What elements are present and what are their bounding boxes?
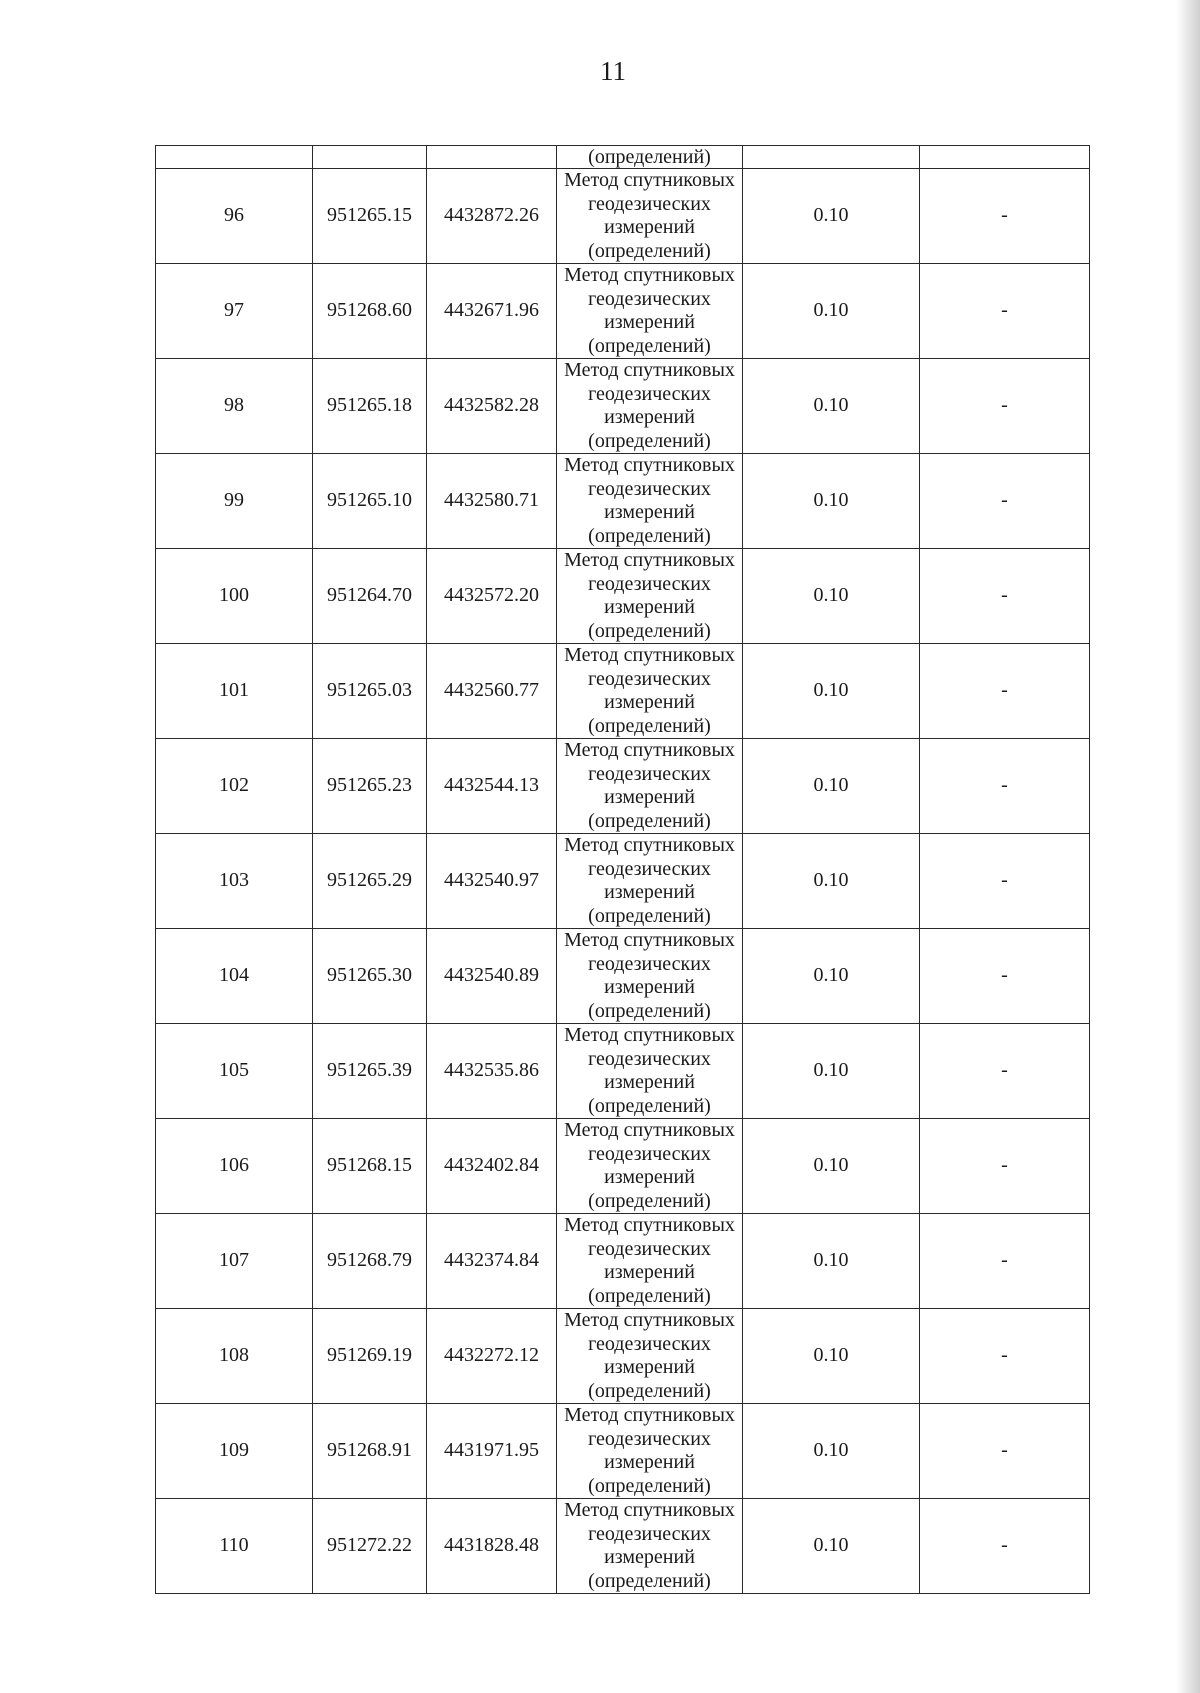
method-line: измерений (604, 691, 695, 713)
cell-accuracy: 0.10 (743, 1214, 920, 1309)
cell-note: - (920, 264, 1090, 359)
method-line: Метод спутниковых (564, 834, 735, 856)
method-line: геодезических (588, 1142, 711, 1165)
method-line: Метод спутниковых (564, 454, 735, 476)
page-edge-shadow (1176, 0, 1200, 1693)
cell-y (427, 146, 557, 169)
method-line: геодезических (588, 667, 711, 690)
cell-method (557, 1404, 743, 1499)
cell-accuracy: 0.10 (743, 834, 920, 929)
cell-num: 99 (156, 454, 313, 549)
method-line: измерений (604, 501, 695, 523)
method-line: геодезических (588, 1427, 711, 1450)
method-line: (определений) (588, 334, 711, 357)
table-row (156, 1119, 1090, 1214)
table-row-continued (156, 146, 1090, 169)
table-row (156, 359, 1090, 454)
method-line: Метод спутниковых (564, 1404, 735, 1426)
cell-accuracy: 0.10 (743, 929, 920, 1024)
cell-num: 96 (156, 169, 313, 264)
method-line: измерений (604, 881, 695, 903)
table-row (156, 1404, 1090, 1499)
method-line: геодезических (588, 287, 711, 310)
cell-method (557, 1309, 743, 1404)
method-line: Метод спутниковых (564, 739, 735, 761)
cell-accuracy (743, 146, 920, 169)
table-row (156, 549, 1090, 644)
method-line: Метод спутниковых (564, 929, 735, 951)
cell-x: 951265.10 (313, 454, 427, 549)
method-line: (определений) (588, 1569, 711, 1592)
method-line: измерений (604, 216, 695, 238)
cell-y: 4432402.84 (427, 1119, 557, 1214)
cell-y: 4432374.84 (427, 1214, 557, 1309)
method-line: (определений) (588, 429, 711, 452)
cell-x: 951265.18 (313, 359, 427, 454)
method-line: Метод спутниковых (564, 644, 735, 666)
method-line: измерений (604, 596, 695, 618)
cell-y: 4431971.95 (427, 1404, 557, 1499)
cell-y: 4432272.12 (427, 1309, 557, 1404)
cell-num: 98 (156, 359, 313, 454)
cell-note: - (920, 739, 1090, 834)
cell-x: 951265.15 (313, 169, 427, 264)
method-line: измерений (604, 311, 695, 333)
cell-method (557, 1119, 743, 1214)
cell-method (557, 739, 743, 834)
cell-accuracy: 0.10 (743, 1404, 920, 1499)
cell-note: - (920, 454, 1090, 549)
table-row (156, 929, 1090, 1024)
table-row (156, 834, 1090, 929)
cell-x: 951268.60 (313, 264, 427, 359)
cell-y: 4432540.97 (427, 834, 557, 929)
method-line: (определений) (588, 714, 711, 737)
cell-method (557, 454, 743, 549)
cell-num (156, 146, 313, 169)
cell-method (557, 359, 743, 454)
cell-y: 4432872.26 (427, 169, 557, 264)
method-line: (определений) (588, 1094, 711, 1117)
cell-num: 108 (156, 1309, 313, 1404)
table-row (156, 1024, 1090, 1119)
cell-x: 951264.70 (313, 549, 427, 644)
table-row (156, 739, 1090, 834)
cell-method (557, 929, 743, 1024)
cell-y: 4432671.96 (427, 264, 557, 359)
page-number: 11 (600, 56, 626, 86)
cell-method (557, 1499, 743, 1594)
cell-y: 4432540.89 (427, 929, 557, 1024)
method-line: (определений) (588, 619, 711, 642)
cell-method: (определений) (557, 146, 743, 169)
cell-method (557, 1214, 743, 1309)
method-line: измерений (604, 976, 695, 998)
cell-note: - (920, 1119, 1090, 1214)
method-line: геодезических (588, 1047, 711, 1070)
method-line: измерений (604, 786, 695, 808)
cell-x: 951268.15 (313, 1119, 427, 1214)
cell-y: 4431828.48 (427, 1499, 557, 1594)
cell-num: 105 (156, 1024, 313, 1119)
method-line: геодезических (588, 762, 711, 785)
method-line: (определений) (588, 1189, 711, 1212)
cell-x: 951268.91 (313, 1404, 427, 1499)
method-line: (определений) (588, 904, 711, 927)
cell-num: 100 (156, 549, 313, 644)
cell-note: - (920, 834, 1090, 929)
cell-note: - (920, 359, 1090, 454)
cell-x: 951272.22 (313, 1499, 427, 1594)
method-line: Метод спутниковых (564, 1499, 735, 1521)
cell-method (557, 644, 743, 739)
method-line: измерений (604, 1451, 695, 1473)
method-line: измерений (604, 1546, 695, 1568)
cell-num: 107 (156, 1214, 313, 1309)
method-line: измерений (604, 406, 695, 428)
cell-note: - (920, 929, 1090, 1024)
cell-y: 4432535.86 (427, 1024, 557, 1119)
table-row (156, 1214, 1090, 1309)
method-line: геодезических (588, 477, 711, 500)
cell-accuracy: 0.10 (743, 549, 920, 644)
method-line: геодезических (588, 192, 711, 215)
method-line: (определений) (588, 1284, 711, 1307)
method-line: (определений) (588, 239, 711, 262)
cell-accuracy: 0.10 (743, 1499, 920, 1594)
cell-note (920, 146, 1090, 169)
method-line: измерений (604, 1166, 695, 1188)
method-line: измерений (604, 1261, 695, 1283)
cell-x: 951268.79 (313, 1214, 427, 1309)
cell-note: - (920, 549, 1090, 644)
method-line: Метод спутниковых (564, 1119, 735, 1141)
cell-accuracy: 0.10 (743, 169, 920, 264)
cell-method (557, 834, 743, 929)
cell-num: 102 (156, 739, 313, 834)
cell-y: 4432544.13 (427, 739, 557, 834)
coordinates-table (155, 145, 1090, 1594)
cell-num: 97 (156, 264, 313, 359)
cell-y: 4432580.71 (427, 454, 557, 549)
cell-x: 951265.39 (313, 1024, 427, 1119)
cell-x: 951265.23 (313, 739, 427, 834)
method-line: (определений) (588, 1474, 711, 1497)
table-row (156, 644, 1090, 739)
cell-num: 106 (156, 1119, 313, 1214)
method-line: Метод спутниковых (564, 169, 735, 191)
cell-num: 109 (156, 1404, 313, 1499)
method-line: геодезических (588, 382, 711, 405)
method-line: измерений (604, 1356, 695, 1378)
method-line: Метод спутниковых (564, 1214, 735, 1236)
cell-accuracy: 0.10 (743, 264, 920, 359)
method-line: геодезических (588, 1237, 711, 1260)
table-row (156, 454, 1090, 549)
cell-x: 951265.29 (313, 834, 427, 929)
cell-note: - (920, 644, 1090, 739)
cell-accuracy: 0.10 (743, 359, 920, 454)
cell-note: - (920, 1024, 1090, 1119)
cell-y: 4432582.28 (427, 359, 557, 454)
method-line: геодезических (588, 1332, 711, 1355)
method-line: (определений) (588, 999, 711, 1022)
method-line: Метод спутниковых (564, 264, 735, 286)
table-row (156, 264, 1090, 359)
cell-accuracy: 0.10 (743, 1119, 920, 1214)
method-line: геодезических (588, 952, 711, 975)
cell-num: 110 (156, 1499, 313, 1594)
cell-note: - (920, 1309, 1090, 1404)
cell-note: - (920, 1214, 1090, 1309)
cell-note: - (920, 169, 1090, 264)
method-line: Метод спутниковых (564, 359, 735, 381)
cell-x: 951265.03 (313, 644, 427, 739)
cell-y: 4432560.77 (427, 644, 557, 739)
cell-num: 104 (156, 929, 313, 1024)
cell-method (557, 549, 743, 644)
cell-method (557, 1024, 743, 1119)
method-line: Метод спутниковых (564, 549, 735, 571)
method-line: (определений) (588, 1379, 711, 1402)
cell-x: 951265.30 (313, 929, 427, 1024)
table-row (156, 1309, 1090, 1404)
cell-x (313, 146, 427, 169)
cell-accuracy: 0.10 (743, 739, 920, 834)
method-line: геодезических (588, 572, 711, 595)
cell-note: - (920, 1499, 1090, 1594)
method-line: геодезических (588, 1522, 711, 1545)
cell-method (557, 169, 743, 264)
cell-accuracy: 0.10 (743, 1309, 920, 1404)
cell-method (557, 264, 743, 359)
method-line: Метод спутниковых (564, 1309, 735, 1331)
cell-accuracy: 0.10 (743, 1024, 920, 1119)
method-line: Метод спутниковых (564, 1024, 735, 1046)
method-line: (определений) (588, 809, 711, 832)
cell-y: 4432572.20 (427, 549, 557, 644)
cell-note: - (920, 1404, 1090, 1499)
method-line: измерений (604, 1071, 695, 1093)
table-row (156, 1499, 1090, 1594)
coordinates-table-body (156, 146, 1090, 1594)
method-line: (определений) (588, 524, 711, 547)
cell-num: 101 (156, 644, 313, 739)
cell-accuracy: 0.10 (743, 644, 920, 739)
method-line: геодезических (588, 857, 711, 880)
cell-x: 951269.19 (313, 1309, 427, 1404)
cell-num: 103 (156, 834, 313, 929)
cell-accuracy: 0.10 (743, 454, 920, 549)
table-row (156, 169, 1090, 264)
